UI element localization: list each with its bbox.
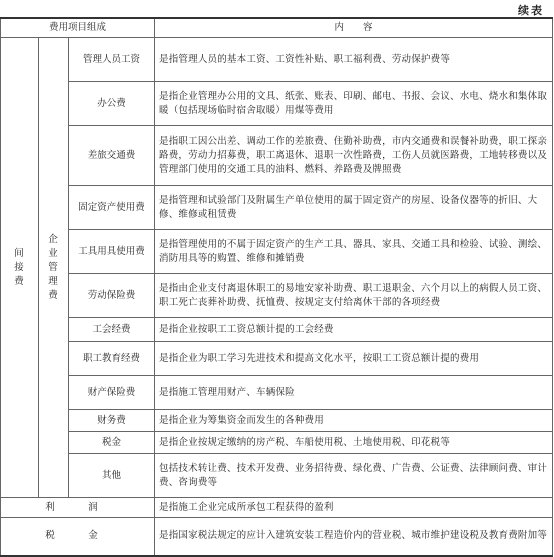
table-row <box>1 454 553 498</box>
table-row <box>1 230 553 274</box>
table-row <box>1 432 553 454</box>
table-row <box>1 410 553 432</box>
row-desc: 是指管理和试验部门及附属生产单位使用的属于固定资产的房屋、设备仪器等的折旧、大修、维修或租赁费 <box>155 186 553 230</box>
tax-desc: 是指国家税法规定的应计入建筑安装工程造价内的营业税、城市维护建设税及教育费附加等 <box>155 518 553 556</box>
row-desc: 是指管理人员的基本工资、工资性补贴、职工福利费、劳动保护费等 <box>155 38 553 82</box>
row-desc: 是指由企业支付离退休职工的易地安家补助费、职工退职金、六个月以上的病假人员工资、职工死亡丧葬补助费、抚恤费、按规定支付给离休干部的各项经费 <box>155 274 553 318</box>
row-item: 管理人员工资 <box>69 38 155 82</box>
table-row <box>1 342 553 376</box>
row-item: 其他 <box>69 454 155 498</box>
row-item: 劳动保险费 <box>69 274 155 318</box>
row-item: 办公费 <box>69 82 155 126</box>
row-item: 工会经费 <box>69 318 155 342</box>
category-indirect-cost <box>1 38 39 498</box>
row-desc: 是指企业为职工学习先进技术和提高文化水平，按职工工资总额计提的费用 <box>155 342 553 376</box>
continued-label: 续表 <box>518 4 544 17</box>
category-management-fee <box>39 38 69 498</box>
row-desc: 是指职工因公出差、调动工作的差旅费、住勤补助费，市内交通费和误餐补助费，职工探亲路费，劳动力招募费，职工离退休、退职一次性路费，工伤人员就医路费，工地转移费以及管理部门使用的交通工具的油料、燃料、养路费及牌照费 <box>155 126 553 186</box>
table-row <box>1 186 553 230</box>
profit-label: 利 润 <box>1 498 155 518</box>
row-desc: 是指企业按职工工资总额计提的工会经费 <box>155 318 553 342</box>
row-item: 财产保险费 <box>69 376 155 410</box>
cost-composition-table <box>0 17 553 557</box>
profit-row <box>1 498 553 518</box>
row-item: 职工教育经费 <box>69 342 155 376</box>
table-row <box>1 318 553 342</box>
row-desc: 是指施工管理用财产、车辆保险 <box>155 376 553 410</box>
tax-label: 税 金 <box>1 518 155 556</box>
table-row <box>1 376 553 410</box>
table-row <box>1 126 553 186</box>
row-desc: 是指管理使用的不属于固定资产的生产工具、器具、家具、交通工具和检验、试验、测绘、消防用具等的购置、维修和摊销费 <box>155 230 553 274</box>
row-desc: 是指企业管理办公用的文具、纸张、账表、印刷、邮电、书报、会议、水电、烧水和集体取暖（包括现场临时宿舍取暖）用煤等费用 <box>155 82 553 126</box>
table-row <box>1 274 553 318</box>
tax-row <box>1 518 553 556</box>
row-item: 税金 <box>69 432 155 454</box>
header-composition: 费用项目组成 <box>1 18 155 38</box>
table-row <box>1 38 553 82</box>
row-desc: 是指企业按规定缴纳的房产税、车船使用税、土地使用税、印花税等 <box>155 432 553 454</box>
row-item: 工具用具使用费 <box>69 230 155 274</box>
row-desc: 是指企业为筹集资金而发生的各种费用 <box>155 410 553 432</box>
table-row <box>1 82 553 126</box>
row-item: 财务费 <box>69 410 155 432</box>
category-indirect-cost-label: 间接费 <box>14 247 25 287</box>
category-management-fee-label: 企业管理费 <box>48 233 59 301</box>
row-item: 固定资产使用费 <box>69 186 155 230</box>
header-content: 内 容 <box>155 18 553 38</box>
profit-desc: 是指施工企业完成所承包工程获得的盈利 <box>155 498 553 518</box>
row-item: 差旅交通费 <box>69 126 155 186</box>
row-desc: 包括技术转让费、技术开发费、业务招待费、绿化费、广告费、公证费、法律顾问费、审计费、咨询费等 <box>155 454 553 498</box>
header-row <box>1 18 553 38</box>
